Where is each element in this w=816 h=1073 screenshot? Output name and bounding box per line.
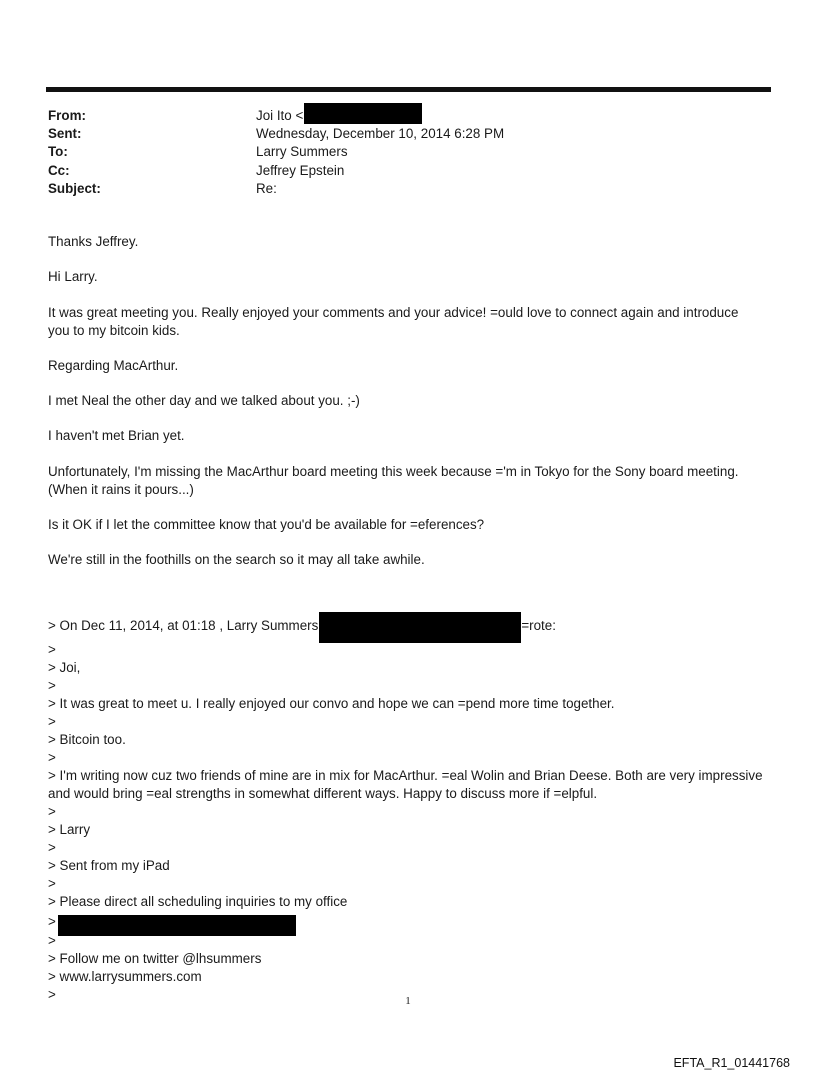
to-label: To:: [48, 144, 68, 160]
sent-row: [48, 125, 768, 143]
quote-line: >: [48, 840, 56, 855]
redaction-box: [319, 612, 521, 643]
body-paragraph: I haven't met Brian yet.: [48, 428, 185, 444]
body-paragraph: I met Neal the other day and we talked about you. ;-): [48, 393, 360, 409]
quote-line: > Please direct all scheduling inquiries to my office: [48, 894, 348, 909]
subject-label: Subject:: [48, 180, 101, 196]
cc-value: Jeffrey Epstein: [256, 162, 345, 178]
redaction-box: [58, 915, 296, 936]
quote-line: >: [48, 642, 56, 657]
to-value: Larry Summers: [256, 144, 348, 160]
sent-label: Sent:: [48, 126, 82, 142]
to-row: [48, 143, 768, 161]
from-label: From:: [48, 108, 86, 123]
sent-value: Wednesday, December 10, 2014 6:28 PM: [256, 126, 505, 142]
quote-line: > Sent from my iPad: [48, 858, 170, 873]
bates-number: EFTA_R1_01441768: [673, 1056, 790, 1070]
quote-line: >: [48, 714, 56, 729]
body-paragraph: Unfortunately, I'm missing the MacArthur board meeting this week because ='m in Tokyo for the Sony board meeting. (When it rains it pours...): [48, 463, 739, 497]
body-paragraph: Thanks Jeffrey.: [48, 234, 139, 249]
quote-line: > Bitcoin too.: [48, 732, 126, 747]
from-row: [48, 107, 768, 125]
body-paragraph: Is it OK if I let the committee know that you'd be available for =eferences?: [48, 517, 485, 533]
body-paragraph: We're still in the foothills on the search so it may all take awhile.: [48, 552, 425, 568]
subject-value: Re:: [256, 180, 277, 196]
quote-line: >: [48, 933, 56, 948]
cc-label: Cc:: [48, 162, 70, 178]
quote-line: >: [48, 678, 56, 693]
quote-line: > I'm writing now cuz two friends of mine are in mix for MacArthur. =eal Wolin and Brian Deese. Both are very impressive and would bring =eal strengths in somewhat different ways. Happy to discuss more if =elpful.: [48, 768, 763, 801]
quote-header-suffix: =rote:: [521, 617, 556, 633]
email-header: [48, 107, 768, 198]
email-body: [48, 233, 758, 587]
redaction-box: [304, 103, 422, 124]
quote-line: > Joi,: [48, 660, 81, 675]
quote-line: >: [48, 987, 56, 1002]
quote-line: > Follow me on twitter @lhsummers: [48, 951, 262, 966]
quote-line: >: [48, 876, 56, 891]
body-paragraph: Regarding MacArthur.: [48, 357, 179, 373]
page-number: 1: [405, 995, 411, 1007]
body-paragraph: It was great meeting you. Really enjoyed your comments and your advice! =ould love to connect again and introduce you to my bitcoin kids.: [48, 304, 739, 338]
cc-row: [48, 162, 768, 180]
quote-header-line: [48, 610, 768, 641]
quote-line: > It was great to meet u. I really enjoyed our convo and hope we can =pend more time together.: [48, 696, 615, 711]
quoted-message: [48, 610, 768, 1004]
quote-line: >: [48, 804, 56, 819]
from-value: Joi Ito <: [256, 108, 304, 123]
subject-row: [48, 180, 768, 198]
quote-redacted-line: [48, 911, 768, 932]
body-paragraph: Hi Larry.: [48, 269, 98, 285]
quote-line: > www.larrysummers.com: [48, 969, 202, 984]
quote-line: >: [48, 750, 56, 765]
quote-line: > Larry: [48, 822, 91, 837]
header-rule: [46, 87, 771, 92]
quote-header-prefix: > On Dec 11, 2014, at 01:18 , Larry Summers: [48, 617, 319, 633]
quote-marker: >: [48, 913, 56, 929]
